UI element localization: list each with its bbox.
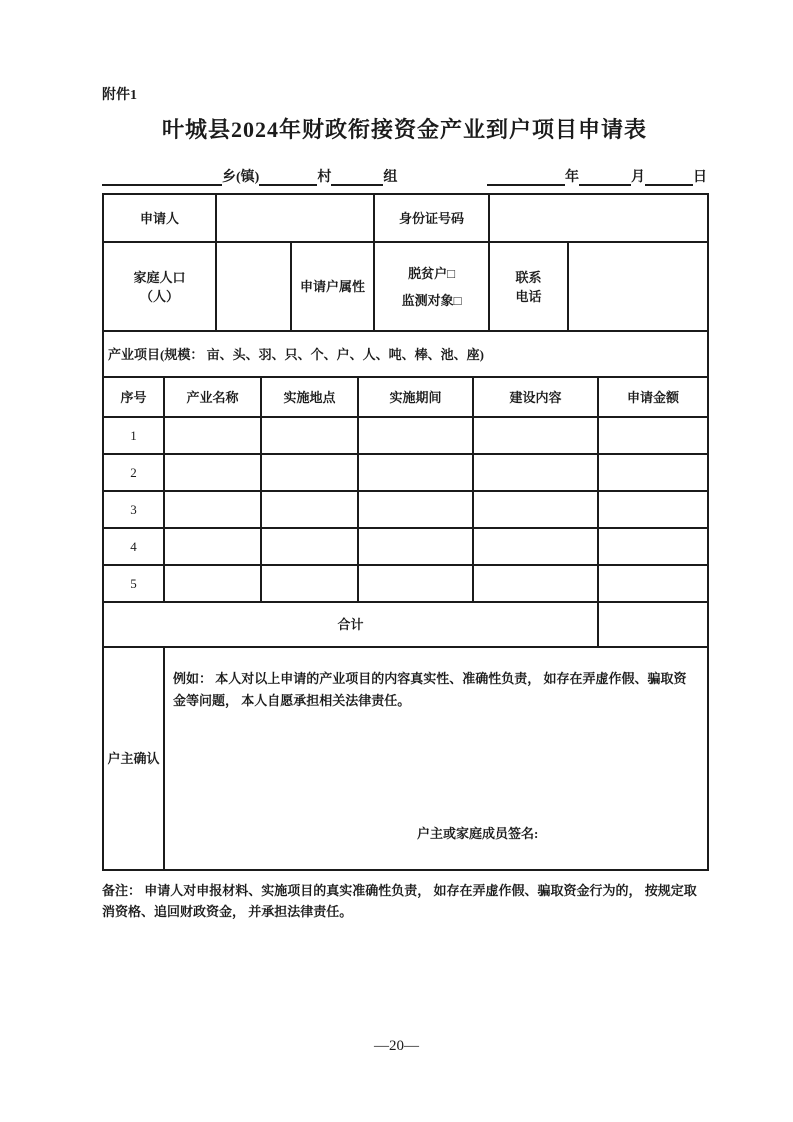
row-number: 3 [103,491,164,528]
group-blank-line [331,171,383,186]
township-label: 乡(镇) [222,170,260,185]
project-row-5 [103,565,708,602]
row-number: 4 [103,528,164,565]
household-type-label: 申请户属性 [291,242,374,331]
project-table [102,330,709,871]
year-label: 年 [565,170,579,185]
empty-cell [598,565,708,602]
empty-cell [164,454,261,491]
signature-label: 户主或家庭成员签名: [417,826,539,841]
month-label: 月 [631,170,645,185]
confirmation-row [103,647,708,870]
empty-cell [598,417,708,454]
empty-cell [164,565,261,602]
total-row [103,602,708,647]
confirmation-label: 户主确认 [103,647,164,870]
applicant-info-table [102,193,709,332]
project-row-4 [103,528,708,565]
col-header-location: 实施地点 [261,377,358,417]
monitoring-target-option: 监测对象□ [401,292,462,308]
footer-note: 备注： 申请人对申报材料、实施项目的真实准确性负责， 如存在弄虚作假、骗取资金行为的， 按规定取消资格、追回财政资金， 并承担法律责任。 [102,883,697,919]
empty-cell [358,528,473,565]
family-row [103,242,708,331]
township-blank-line [102,171,222,186]
empty-cell [598,491,708,528]
empty-cell [164,491,261,528]
empty-cell [358,417,473,454]
empty-cell [261,491,358,528]
contact-phone-value-cell [568,242,708,331]
monitoring-checkbox-icon: □ [453,292,462,308]
family-size-value-cell [216,242,291,331]
attachment-label: 附件1 [102,88,137,103]
empty-cell [598,528,708,565]
col-header-construction: 建设内容 [473,377,598,417]
empty-cell [473,528,598,565]
village-blank-line [259,171,317,186]
applicant-value-cell [216,194,374,242]
applicant-label: 申请人 [103,194,216,242]
col-header-period: 实施期间 [358,377,473,417]
year-blank-line [487,171,565,186]
col-header-seq: 序号 [103,377,164,417]
col-header-industry-name: 产业名称 [164,377,261,417]
page-number: —20— [374,1038,419,1054]
empty-cell [358,491,473,528]
village-label: 村 [317,170,332,185]
poverty-checkbox-icon: □ [447,265,455,281]
row-number: 1 [103,417,164,454]
empty-cell [473,454,598,491]
empty-cell [473,491,598,528]
project-row-1 [103,417,708,454]
household-type-options-cell [374,242,489,331]
applicant-row [103,194,708,242]
total-amount-cell [598,602,708,647]
row-number: 5 [103,565,164,602]
poverty-household-option: 脱贫户□ [408,265,455,281]
empty-cell [261,454,358,491]
id-number-value-cell [489,194,708,242]
empty-cell [358,565,473,602]
group-label: 组 [383,170,398,185]
document-content [102,0,707,922]
date-line [102,168,707,186]
project-row-3 [103,491,708,528]
family-size-label: 家庭人口 （人） [103,242,216,331]
project-section-band [103,331,708,377]
contact-phone-label: 联系 电话 [489,242,568,331]
empty-cell [473,417,598,454]
day-blank-line [645,171,693,186]
empty-cell [164,528,261,565]
page-title: 叶城县2024年财政衔接资金产业到户项目申请表 [161,117,647,142]
empty-cell [261,528,358,565]
empty-cell [261,565,358,602]
id-number-label: 身份证号码 [374,194,489,242]
empty-cell [598,454,708,491]
project-header-row [103,377,708,417]
empty-cell [261,417,358,454]
empty-cell [358,454,473,491]
month-blank-line [579,171,631,186]
day-label: 日 [693,170,707,185]
confirmation-body-cell [164,647,708,870]
confirmation-example-text: 例如： 本人对以上申请的产业项目的内容真实性、准确性负责， 如存在弄虚作假、骗取资金等问题， 本人自愿承担相关法律责任。 [173,671,687,708]
col-header-amount: 申请金额 [598,377,708,417]
project-row-2 [103,454,708,491]
row-number: 2 [103,454,164,491]
empty-cell [164,417,261,454]
empty-cell [473,565,598,602]
total-label: 合计 [103,602,598,647]
project-section-label: 产业项目(规模： 亩、头、羽、只、个、户、人、吨、棒、池、座) [103,331,708,377]
